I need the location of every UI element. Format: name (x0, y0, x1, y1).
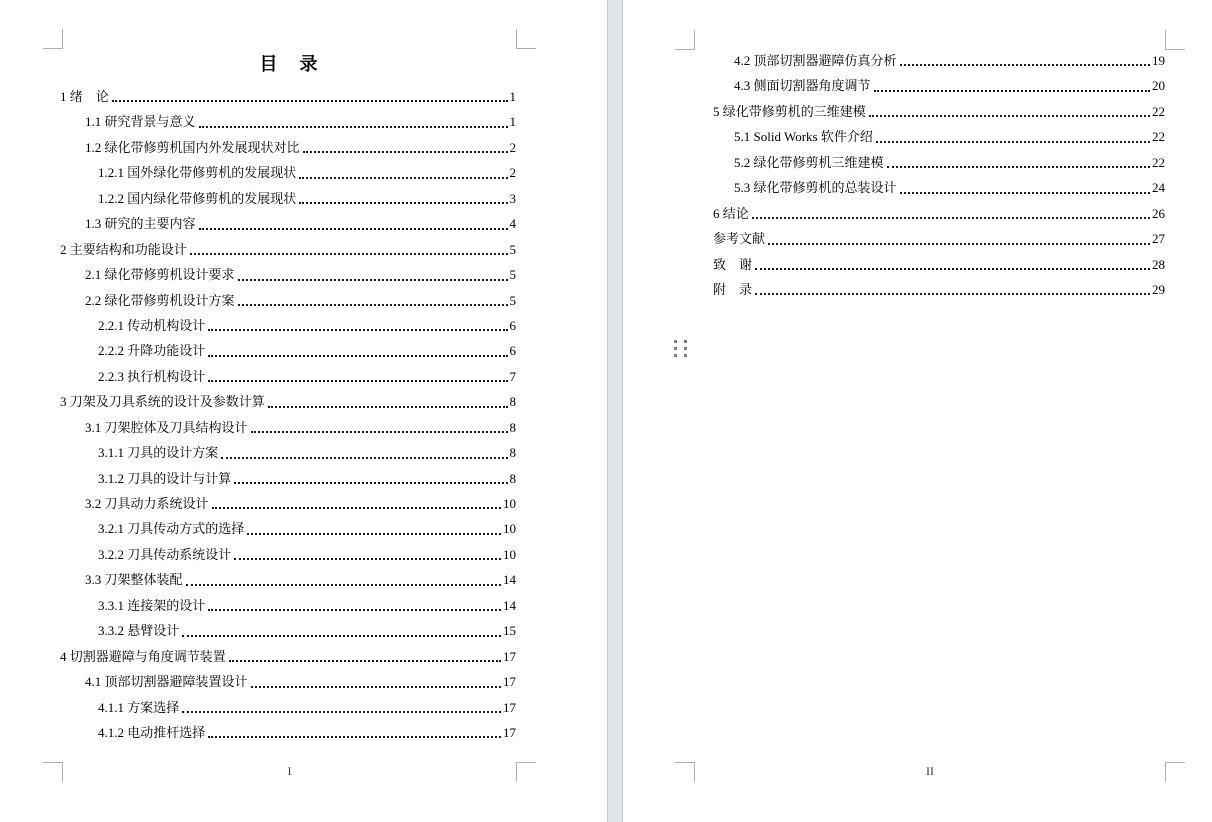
toc-entry[interactable] (60, 237, 516, 262)
toc-entry-label: 1.1 研究背景与意义 (85, 114, 196, 130)
toc-entry[interactable] (60, 644, 516, 669)
toc-dot-leader (235, 262, 510, 287)
toc-page-number: 8 (509, 419, 516, 435)
toc-entry-label: 4 切割器避障与角度调节装置 (60, 648, 226, 664)
toc-dot-leader (196, 211, 510, 236)
toc-entry-label: 2 主要结构和功能设计 (60, 241, 187, 257)
toc-entry-label: 1.2 绿化带修剪机国内外发展现状对比 (85, 139, 300, 155)
toc-entry-label: 附 录 (713, 281, 753, 297)
margin-corner-mark (1165, 762, 1185, 782)
toc-entry[interactable] (85, 288, 516, 313)
toc-page-number: 2 (509, 139, 516, 155)
toc-entry[interactable] (98, 338, 516, 363)
toc-page-number: 17 (503, 699, 516, 715)
toc-entry-label: 2.2 绿化带修剪机设计方案 (85, 292, 235, 308)
toc-page-number: 24 (1152, 180, 1165, 196)
margin-corner-mark (43, 762, 63, 782)
toc-entry-label: 2.2.3 执行机构设计 (98, 368, 206, 384)
toc-entry[interactable] (98, 720, 516, 745)
toc-dot-leader (244, 516, 503, 541)
toc-entry-label: 3.1.1 刀具的设计方案 (98, 445, 219, 461)
toc-page-number: 8 (509, 394, 516, 410)
toc-dot-leader (248, 415, 510, 440)
toc-entry-label: 3.3.1 连接架的设计 (98, 597, 206, 613)
toc-entry-label: 3.3.2 悬臂设计 (98, 623, 180, 639)
page-divider (607, 0, 623, 822)
toc-dot-leader (218, 440, 509, 465)
toc-entry-label: 致 谢 (713, 256, 753, 272)
toc-dot-leader (226, 644, 503, 669)
toc-page-number: 8 (509, 445, 516, 461)
toc-dot-leader (248, 669, 503, 694)
toc-entry[interactable] (85, 669, 516, 694)
toc-page-number: 22 (1152, 129, 1165, 145)
toc-entry-label: 4.1 顶部切割器避障装置设计 (85, 674, 248, 690)
toc-entry-label: 5.1 Solid Works 软件介绍 (734, 129, 873, 145)
toc-dot-leader (866, 99, 1152, 124)
toc-entry-label: 1.3 研究的主要内容 (85, 216, 196, 232)
toc-page-number: 6 (509, 343, 516, 359)
toc-entry[interactable] (98, 516, 516, 541)
drag-handle-icon[interactable] (674, 340, 687, 357)
toc-page-number: 8 (509, 470, 516, 486)
toc-dot-leader (235, 288, 510, 313)
toc-page-number: 27 (1152, 231, 1165, 247)
toc-page-number: 14 (503, 597, 516, 613)
toc-entry-label: 3.1 刀架腔体及刀具结构设计 (85, 419, 248, 435)
toc-dot-leader (873, 124, 1152, 149)
toc-page-number: 10 (503, 496, 516, 511)
toc-entry[interactable] (85, 415, 516, 440)
page-number-left: I (287, 764, 292, 778)
toc-entry[interactable] (713, 201, 1165, 226)
toc-page-number: 10 (503, 546, 516, 562)
toc-page-number: 22 (1152, 154, 1165, 170)
margin-corner-mark (43, 29, 63, 49)
toc-entry-label: 5.3 绿化带修剪机的总装设计 (734, 180, 897, 196)
toc-entry[interactable] (85, 567, 516, 592)
toc-entry[interactable] (60, 389, 516, 414)
toc-entry[interactable] (734, 124, 1165, 149)
toc-page-number: 3 (509, 190, 516, 206)
toc-entry-label: 4.1.1 方案选择 (98, 699, 180, 715)
toc-page-number: 10 (503, 521, 516, 537)
toc-page-number: 17 (503, 648, 516, 664)
toc-entry[interactable] (713, 99, 1165, 124)
toc-page-number: 20 (1152, 78, 1165, 94)
toc-dot-leader (179, 695, 503, 720)
toc-page-number: 15 (503, 623, 516, 639)
toc-entry[interactable] (713, 226, 1165, 251)
toc-dot-leader (179, 618, 503, 643)
page-number-right: II (926, 764, 934, 778)
toc-entry-label: 5.2 绿化带修剪机三维建模 (734, 154, 884, 170)
toc-entry-label: 1.2.2 国内绿化带修剪机的发展现状 (98, 190, 297, 206)
toc-entry[interactable] (98, 186, 516, 211)
toc-dot-leader (196, 109, 510, 134)
toc-dot-leader (109, 84, 510, 109)
margin-corner-mark (675, 762, 695, 782)
toc-dot-leader (183, 567, 503, 592)
toc-page-number: 29 (1152, 281, 1165, 297)
toc-entry-label: 4.1.2 电动推杆选择 (98, 724, 206, 740)
toc-entry[interactable] (98, 364, 516, 389)
margin-corner-mark (1165, 30, 1185, 50)
toc-dot-leader (752, 277, 1152, 302)
toc-entry[interactable] (98, 160, 516, 185)
toc-entry[interactable] (734, 48, 1165, 73)
toc-entry-label: 3.1.2 刀具的设计与计算 (98, 470, 232, 486)
toc-dot-leader (884, 150, 1152, 175)
toc-entry-label: 2.2.1 传动机构设计 (98, 317, 206, 333)
toc-dot-leader (205, 720, 503, 745)
toc-entry-label: 5 绿化带修剪机的三维建模 (713, 103, 866, 119)
toc-page-number: 7 (509, 368, 516, 384)
toc-entry-label: 3.2 刀具动力系统设计 (85, 496, 209, 511)
toc-page-number: 26 (1152, 205, 1165, 221)
toc-entry[interactable] (734, 175, 1165, 200)
toc-dot-leader (231, 466, 509, 491)
toc-dot-leader (897, 48, 1152, 73)
toc-entry[interactable] (85, 262, 516, 287)
toc-dot-leader (871, 73, 1152, 98)
toc-entry[interactable] (713, 252, 1165, 277)
toc-entry-label: 4.2 顶部切割器避障仿真分析 (734, 53, 897, 68)
toc-entry[interactable] (98, 466, 516, 491)
toc-entry[interactable] (98, 695, 516, 720)
toc-entry[interactable] (60, 84, 516, 109)
toc-page-number: 28 (1152, 256, 1165, 272)
toc-entry[interactable] (734, 150, 1165, 175)
toc-entry-label: 3.2.1 刀具传动方式的选择 (98, 521, 245, 537)
toc-list-left (60, 84, 516, 745)
toc-entry[interactable] (98, 593, 516, 618)
toc-dot-leader (231, 542, 503, 567)
page-right (623, 0, 1212, 822)
toc-entry-label: 2.2.2 升降功能设计 (98, 343, 206, 359)
toc-entry[interactable] (85, 135, 516, 160)
toc-dot-leader (765, 226, 1152, 251)
toc-dot-leader (205, 313, 509, 338)
toc-entry[interactable] (85, 491, 516, 516)
toc-entry[interactable] (98, 618, 516, 643)
toc-page-number: 17 (503, 724, 516, 740)
toc-entry-label: 1 绪 论 (60, 89, 109, 104)
toc-page-number: 5 (509, 241, 516, 257)
toc-dot-leader (296, 186, 509, 211)
toc-entry-label: 3 刀架及刀具系统的设计及参数计算 (60, 394, 265, 410)
toc-title: 目 录 (259, 54, 320, 74)
toc-page-number: 2 (509, 165, 516, 181)
toc-entry[interactable] (85, 211, 516, 236)
toc-entry-label: 3.3 刀架整体装配 (85, 572, 183, 588)
toc-page-number: 5 (509, 292, 516, 308)
toc-dot-leader (749, 201, 1152, 226)
margin-corner-mark (516, 762, 536, 782)
toc-page-number: 5 (509, 267, 516, 283)
toc-dot-leader (205, 593, 503, 618)
toc-list-right (695, 48, 1165, 302)
toc-page-number: 17 (503, 674, 516, 690)
toc-entry-label: 3.2.2 刀具传动系统设计 (98, 546, 232, 562)
toc-entry[interactable] (98, 440, 516, 465)
toc-dot-leader (205, 338, 509, 363)
toc-entry-label: 2.1 绿化带修剪机设计要求 (85, 267, 235, 283)
toc-entry[interactable] (98, 542, 516, 567)
margin-corner-mark (516, 29, 536, 49)
toc-entry[interactable] (713, 277, 1165, 302)
toc-page-number: 4 (509, 216, 516, 232)
toc-entry-label: 6 结论 (713, 205, 749, 221)
toc-dot-leader (187, 237, 510, 262)
toc-page-number: 22 (1152, 103, 1165, 119)
toc-entry[interactable] (734, 73, 1165, 98)
toc-dot-leader (752, 252, 1152, 277)
margin-corner-mark (675, 30, 695, 50)
toc-page-number: 1 (509, 114, 516, 130)
toc-dot-leader (205, 364, 509, 389)
toc-entry-label: 参考文献 (713, 231, 766, 247)
toc-dot-leader (209, 491, 503, 516)
toc-entry-label: 4.3 侧面切割器角度调节 (734, 78, 871, 94)
toc-entry-label: 1.2.1 国外绿化带修剪机的发展现状 (98, 165, 297, 181)
toc-page-number: 6 (509, 317, 516, 333)
toc-entry[interactable] (98, 313, 516, 338)
toc-page-number: 19 (1152, 53, 1165, 68)
toc-dot-leader (300, 135, 510, 160)
toc-dot-leader (296, 160, 509, 185)
toc-page-number: 1 (509, 89, 516, 104)
toc-dot-leader (897, 175, 1152, 200)
toc-entry[interactable] (85, 109, 516, 134)
toc-dot-leader (265, 389, 510, 414)
toc-page-number: 14 (503, 572, 516, 588)
